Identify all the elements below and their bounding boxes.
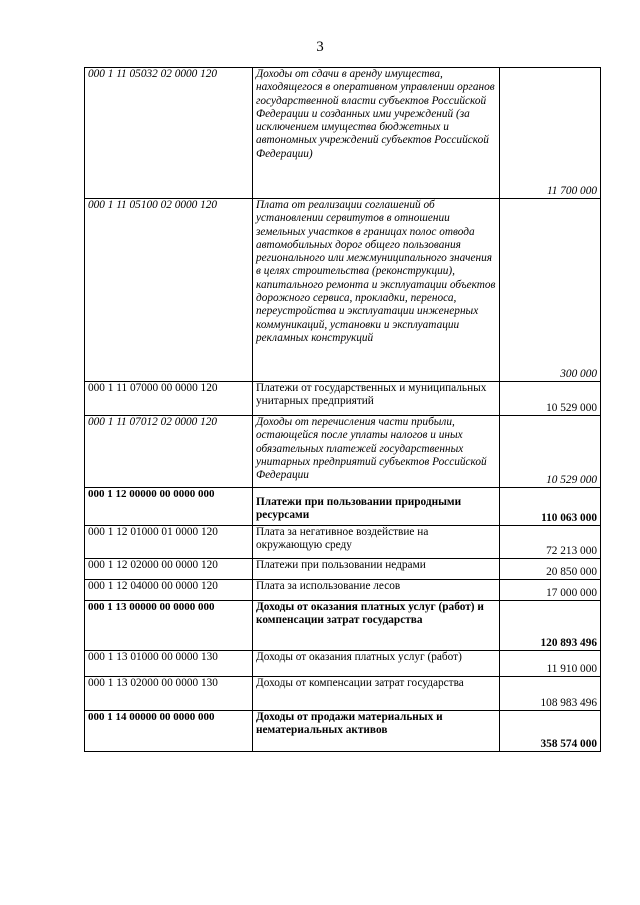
revenue-name: Доходы от компенсации затрат государства <box>253 677 500 711</box>
budget-code: 000 1 11 07012 02 0000 120 <box>85 416 253 488</box>
table-row <box>85 488 601 526</box>
table-row <box>85 559 601 580</box>
budget-code: 000 1 13 01000 00 0000 130 <box>85 651 253 677</box>
budget-code: 000 1 12 00000 00 0000 000 <box>85 488 253 526</box>
budget-revenue-table <box>84 67 601 752</box>
amount: 11 700 000 <box>500 68 601 199</box>
revenue-name: Доходы от сдачи в аренду имущества, находящегося в оперативном управлении органов государственной власти субъектов Российской Федерации и созданных ими учреждений (за исключением имущества бюджетных и автономных учреждений субъектов Российской Федерации) <box>253 68 500 199</box>
amount: 110 063 000 <box>500 488 601 526</box>
table-row <box>85 711 601 752</box>
revenue-name: Доходы от оказания платных услуг (работ) <box>253 651 500 677</box>
revenue-name: Плата от реализации соглашений об установлении сервитутов в отношении земельных участков в границах полос отвода автомобильных дорог общего пользования регионального или межмуниципального значения в целях строительства (реконструкции), капитального ремонта и эксплуатации объектов дорожного сервиса, прокладки, переноса, переустройства и эксплуатации инженерных коммуникаций, установки и эксплуатации рекламных конструкций <box>253 199 500 382</box>
revenue-name: Доходы от продажи материальных и нематериальных активов <box>253 711 500 752</box>
budget-code: 000 1 11 07000 00 0000 120 <box>85 382 253 416</box>
amount: 72 213 000 <box>500 526 601 559</box>
budget-code: 000 1 13 00000 00 0000 000 <box>85 601 253 651</box>
page-number: 3 <box>316 39 324 55</box>
table-row <box>85 651 601 677</box>
revenue-name: Плата за негативное воздействие на окружающую среду <box>253 526 500 559</box>
table-row <box>85 382 601 416</box>
table-row <box>85 68 601 199</box>
amount: 108 983 496 <box>500 677 601 711</box>
budget-code: 000 1 14 00000 00 0000 000 <box>85 711 253 752</box>
revenue-name: Платежи при пользовании недрами <box>253 559 500 580</box>
table-row <box>85 416 601 488</box>
budget-code: 000 1 11 05032 02 0000 120 <box>85 68 253 199</box>
budget-code: 000 1 12 02000 00 0000 120 <box>85 559 253 580</box>
amount: 300 000 <box>500 199 601 382</box>
amount: 358 574 000 <box>500 711 601 752</box>
budget-code: 000 1 12 01000 01 0000 120 <box>85 526 253 559</box>
table-row <box>85 601 601 651</box>
revenue-name: Доходы от перечисления части прибыли, остающейся после уплаты налогов и иных обязательных платежей государственных унитарных предприятий субъектов Российской Федерации <box>253 416 500 488</box>
amount: 120 893 496 <box>500 601 601 651</box>
amount: 10 529 000 <box>500 416 601 488</box>
budget-code: 000 1 13 02000 00 0000 130 <box>85 677 253 711</box>
budget-code: 000 1 12 04000 00 0000 120 <box>85 580 253 601</box>
table-row <box>85 677 601 711</box>
amount: 17 000 000 <box>500 580 601 601</box>
revenue-name: Плата за использование лесов <box>253 580 500 601</box>
budget-code: 000 1 11 05100 02 0000 120 <box>85 199 253 382</box>
table-row <box>85 199 601 382</box>
revenue-name: Платежи от государственных и муниципальных унитарных предприятий <box>253 382 500 416</box>
amount: 20 850 000 <box>500 559 601 580</box>
revenue-name: Доходы от оказания платных услуг (работ) и компенсации затрат государства <box>253 601 500 651</box>
amount: 11 910 000 <box>500 651 601 677</box>
table-row <box>85 526 601 559</box>
table-row <box>85 580 601 601</box>
revenue-name: Платежи при пользовании природными ресурсами <box>253 488 500 526</box>
amount: 10 529 000 <box>500 382 601 416</box>
